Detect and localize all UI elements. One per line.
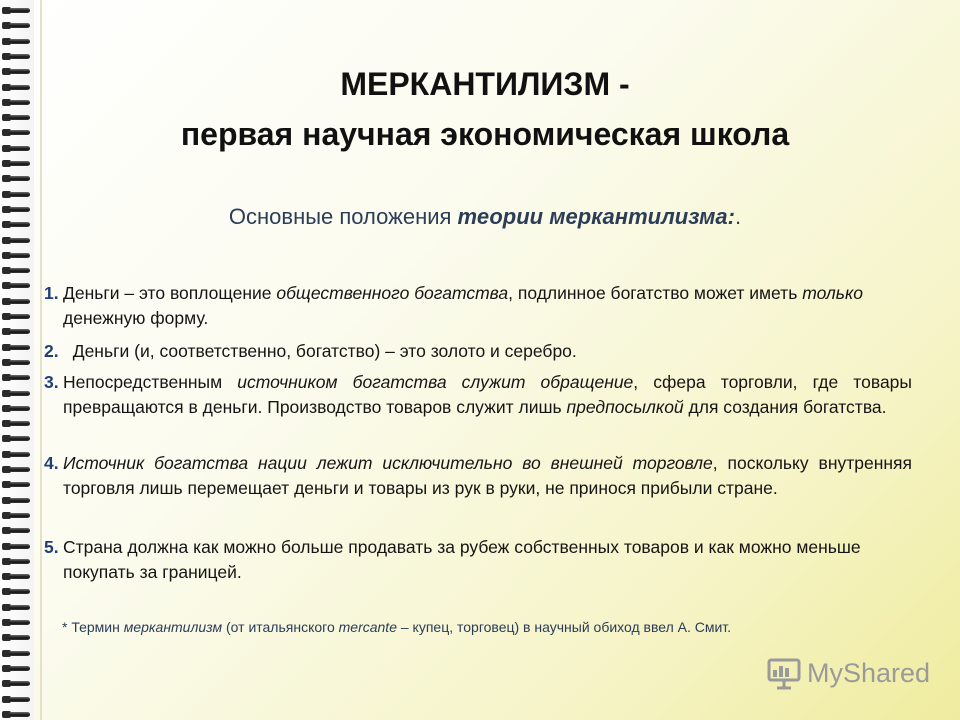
binding-ring (2, 649, 30, 658)
binding-ring (2, 358, 30, 367)
binding-ring (2, 557, 30, 566)
list-item-text: , сфера торговли, где товары превращаются в деньги. Производство товаров служит лишь (63, 372, 912, 417)
list-item-text: для создания богатства. (683, 397, 887, 417)
list-item-text: Деньги – это воплощение (63, 283, 277, 303)
binding-ring (2, 450, 30, 459)
binding-ring (2, 526, 30, 535)
footnote-text: * Термин (62, 619, 124, 635)
list-item-text: источником богатства служит обращение (237, 372, 634, 392)
binding-ring (2, 67, 30, 76)
binding-ring (2, 205, 30, 214)
slide-subtitle-heading: первая научная экономическая школа (180, 116, 790, 152)
watermark-logo (766, 656, 930, 690)
binding-ring (2, 281, 30, 290)
list-item-text: , поскольку внутренняя торговля лишь перемещает деньги и товары из рук в руки, не принося прибыли стране. (63, 453, 912, 498)
footnote-text: (от итальянского (222, 619, 339, 635)
binding-ring (2, 297, 30, 306)
binding-ring (2, 434, 30, 443)
list-item-number: 4. (44, 453, 59, 473)
section-heading-suffix: . (734, 204, 742, 229)
binding-ring (2, 6, 30, 15)
section-heading-emphasis: теории меркантилизма: (457, 204, 735, 229)
binding-ring (2, 633, 30, 642)
binding-ring (2, 312, 30, 321)
binding-ring (2, 480, 30, 489)
list-item-text: Источник богатства нации лежит исключительно во внешней торговле (63, 453, 713, 473)
binding-ring (2, 144, 30, 153)
binding-ring (2, 251, 30, 260)
binding-ring (2, 465, 30, 474)
list-item-text: общественного богатства (276, 283, 509, 303)
presentation-board-icon (766, 656, 802, 690)
binding-ring (2, 174, 30, 183)
watermark-text: MyShared (807, 657, 931, 688)
footnote-text: mercante (338, 619, 397, 635)
section-heading (60, 204, 910, 230)
binding-ring (2, 190, 30, 199)
slide-title: МЕРКАНТИЛИЗМ - (340, 66, 630, 102)
list-item-number: 1. (44, 283, 59, 303)
binding-ring (2, 37, 30, 46)
binding-ring (2, 389, 30, 398)
binding-ring (2, 113, 30, 122)
binding-ring (2, 511, 30, 520)
list-item-number: 2. (44, 341, 59, 361)
binding-ring (2, 21, 30, 30)
list-item-1 (44, 281, 912, 331)
binding-ring (2, 496, 30, 505)
binding-ring (2, 373, 30, 382)
page-edge (40, 0, 42, 720)
list-item-text: Непосредственным (63, 372, 238, 392)
binding-ring (2, 236, 30, 245)
list-item-number: 3. (44, 372, 59, 392)
list-item-text: только (802, 283, 863, 303)
binding-ring (2, 83, 30, 92)
binding-ring (2, 603, 30, 612)
section-heading-prefix: Основные положения (228, 204, 458, 229)
list-item-number: 5. (44, 537, 59, 557)
binding-ring (2, 343, 30, 352)
binding-ring (2, 679, 30, 688)
binding-ring (2, 266, 30, 275)
binding-ring (2, 710, 30, 719)
binding-ring (2, 664, 30, 673)
list-item-text: Деньги (и, соответственно, богатство) – это золото и серебро. (63, 341, 577, 361)
binding-ring (2, 618, 30, 627)
list-item-text: , подлинное богатство может иметь (508, 283, 803, 303)
binding-ring (2, 404, 30, 413)
list-item-text: предпосылкой (566, 397, 684, 417)
binding-ring (2, 419, 30, 428)
binding-ring (2, 695, 30, 704)
binding-ring (2, 542, 30, 551)
binding-ring (2, 159, 30, 168)
footnote (62, 619, 922, 635)
list-item-4 (44, 451, 912, 501)
spiral-binding (0, 0, 34, 720)
binding-ring (2, 128, 30, 137)
list-item-3 (44, 370, 912, 420)
binding-ring (2, 587, 30, 596)
footnote-text: меркантилизм (123, 619, 223, 635)
footnote-text: – купец, торговец) в научный обиход ввел А. Смит. (396, 619, 732, 635)
list-item-text: денежную форму. (63, 308, 209, 328)
binding-ring (2, 327, 30, 336)
list-item-5 (44, 535, 912, 585)
binding-ring (2, 52, 30, 61)
list-item-2 (44, 339, 912, 364)
list-item-text: Страна должна как можно больше продавать за рубеж собственных товаров и как можно меньше покупать за границей. (63, 537, 861, 582)
binding-ring (2, 572, 30, 581)
binding-ring (2, 220, 30, 229)
binding-ring (2, 98, 30, 107)
